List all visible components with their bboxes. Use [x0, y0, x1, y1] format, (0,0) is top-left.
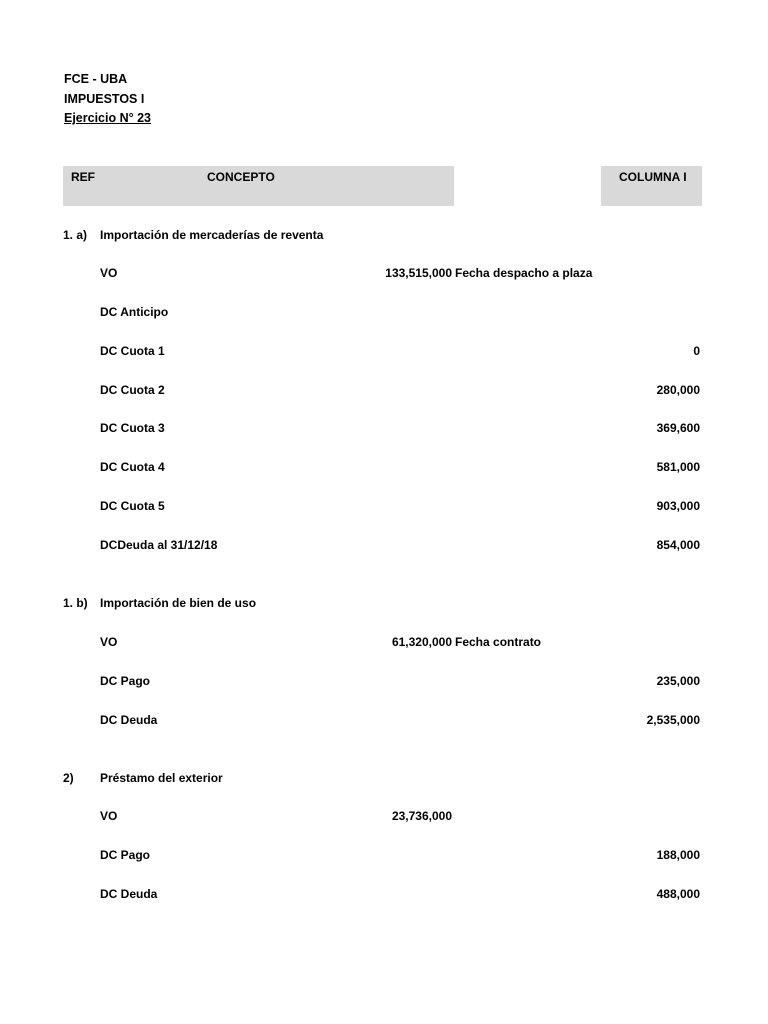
section-2-title: Préstamo del exterior: [100, 771, 223, 785]
section-2-vo-label: VO: [100, 809, 118, 823]
section-1a-row-label: DC Cuota 1: [100, 344, 165, 358]
section-2-row-value: 488,000: [656, 887, 700, 901]
section-1a-row-label: DC Cuota 5: [100, 499, 165, 513]
exercise-title: Ejercicio N° 23: [64, 111, 151, 125]
section-1a-ref: 1. a): [63, 228, 88, 242]
section-1b-vo-label: VO: [100, 635, 118, 649]
section-1b-row-label: DC Pago: [100, 674, 151, 688]
section-1a-row-value: 854,000: [656, 538, 700, 552]
section-1b-vo-value: 61,320,000: [391, 635, 452, 649]
section-1b-row-value: 235,000: [656, 674, 700, 688]
section-1b-title: Importación de bien de uso: [100, 596, 257, 610]
section-1a-row-value: 280,000: [656, 383, 700, 397]
section-1b-vo-note: Fecha contrato: [455, 635, 542, 649]
section-1a-row-label: DC Anticipo: [100, 305, 169, 319]
section-2-row-label: DC Pago: [100, 848, 151, 862]
section-1a-row-value: 0: [693, 344, 700, 358]
section-1b-ref: 1. b): [63, 596, 88, 610]
header-ref: REF: [71, 170, 95, 184]
institution-label: FCE - UBA: [64, 72, 128, 86]
section-2-ref: 2): [63, 771, 74, 785]
section-2-row-value: 188,000: [656, 848, 700, 862]
section-1a-row-label: DC Cuota 2: [100, 383, 165, 397]
section-1b-row-label: DC Deuda: [100, 713, 158, 727]
header-columna-i: COLUMNA I: [619, 170, 687, 184]
section-1a-vo-label: VO: [100, 266, 118, 280]
section-1a-row-value: 581,000: [656, 460, 700, 474]
section-1b-row-value: 2,535,000: [646, 713, 700, 727]
header-concepto: CONCEPTO: [207, 170, 275, 184]
section-2-row-label: DC Deuda: [100, 887, 158, 901]
section-1a-title: Importación de mercaderías de reventa: [100, 228, 324, 242]
subject-label: IMPUESTOS I: [64, 92, 145, 106]
section-1a-row-value: 369,600: [656, 421, 700, 435]
section-1a-row-label: DCDeuda al 31/12/18: [100, 538, 218, 552]
section-2-vo-value: 23,736,000: [391, 809, 452, 823]
section-1a-row-label: DC Cuota 4: [100, 460, 165, 474]
section-1a-vo-value: 133,515,000: [385, 266, 452, 280]
section-1a-vo-note: Fecha despacho a plaza: [455, 266, 593, 280]
section-1a-row-label: DC Cuota 3: [100, 421, 165, 435]
section-1a-row-value: 903,000: [656, 499, 700, 513]
